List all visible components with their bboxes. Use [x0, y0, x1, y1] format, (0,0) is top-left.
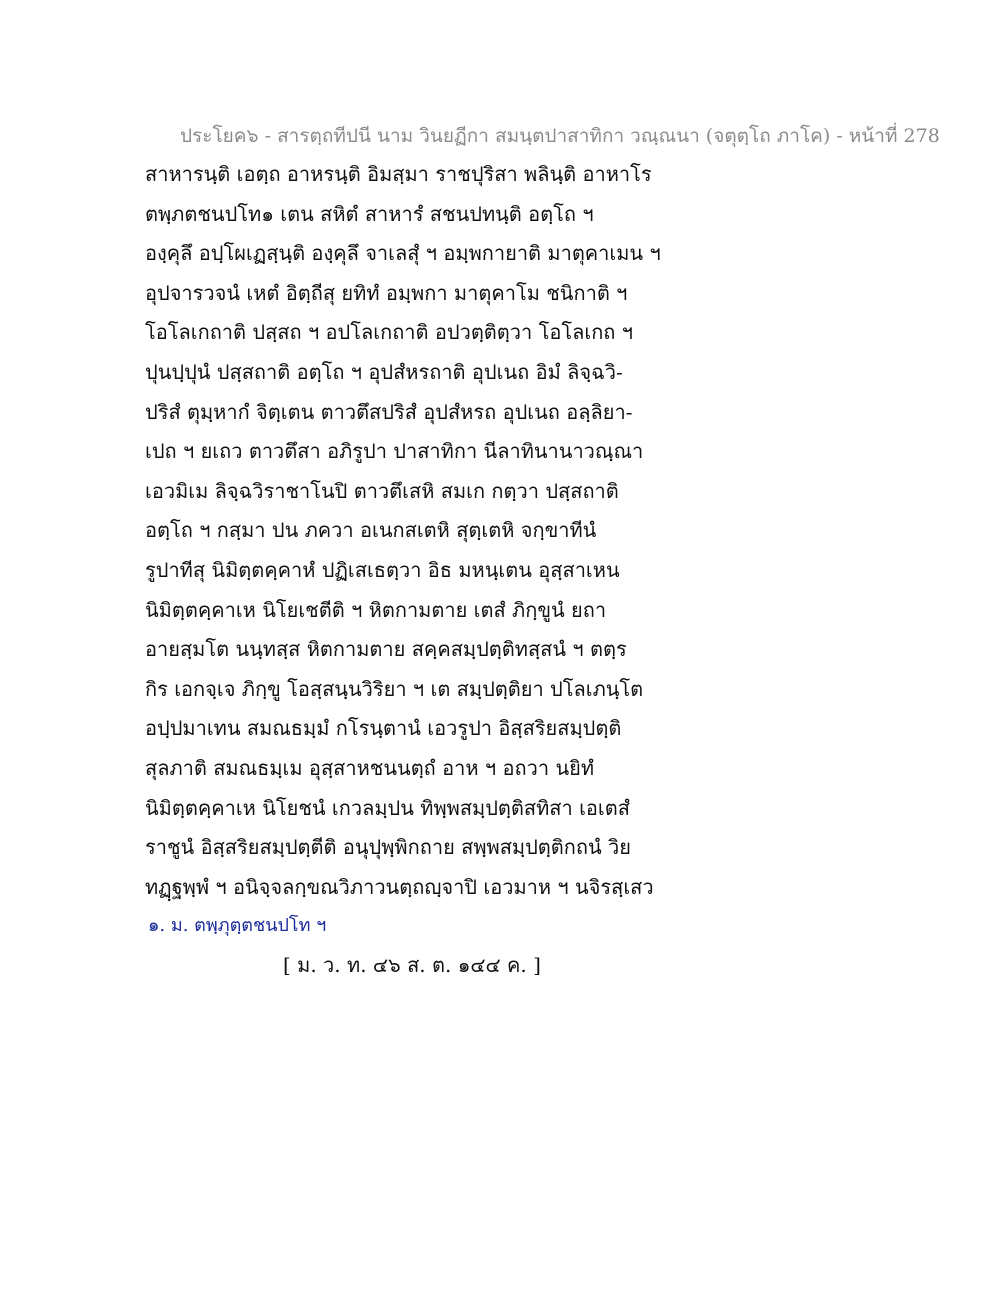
body-line: นิมิตฺตคฺคาเห นิโยเชตีติ ฯ หิตกามตาย เตสํ ภิกฺขูนํ ยถา [145, 597, 607, 622]
body-line: รูปาทีสุ นิมิตฺตคฺคาหํ ปฏิเสเธตฺวา อิธ มหนฺเตน อุสฺสาเหน [145, 557, 620, 582]
body-line: สุลภาติ สมณธมฺเม อุสฺสาหชนนตฺถํ อาห ฯ อถวา นยิทํ [145, 755, 595, 780]
body-line: เปถ ฯ ยเถว ตาวตึสา อภิรูปา ปาสาทิกา นีลาทินานาวณฺณา [145, 439, 644, 464]
body-line: กิร เอกจฺเจ ภิกฺขู โอสฺสนฺนวิริยา ฯ เต สมฺปตฺติยา ปโลเภนฺโต [145, 676, 644, 701]
body-line: นิมิตฺตคฺคาเห นิโยชนํ เกวลมฺปน ทิพฺพสมฺปตฺติสทิสา เอเตสํ [145, 795, 630, 820]
body-line: อปฺปมาเทน สมณธมฺมํ กโรนฺตานํ เอวรูปา อิสฺสริยสมฺปตฺติ [145, 716, 622, 741]
body-line: อายสฺมโต นนฺทสฺส หิตกามตาย สคฺคสมฺปตฺติทสฺสนํ ฯ ตตฺร [145, 637, 627, 662]
body-line: เอวมิเม ลิจฺฉวิราชาโนปิ ตาวตึเสหิ สมเก กตฺวา ปสฺสถาติ [145, 478, 619, 503]
body-line: โอโลเกถาติ ปสฺสถ ฯ อปโลเกถาติ อปวตฺติตฺวา โอโลเกถ ฯ [145, 320, 633, 345]
body-text [145, 155, 665, 907]
body-line: ตพฺภตชนปโท๑ เตน สหิตํ สาหารํ สชนปทนฺติ อตฺโถ ฯ [145, 201, 594, 226]
body-line: อตฺโถ ฯ กสฺมา ปน ภควา อเนกสเตหิ สุตฺเตหิ จกฺขาทีนํ [145, 518, 597, 543]
footnote: ๑. ม. ตพฺภุตฺตชนปโท ฯ [148, 915, 327, 936]
page-reference: [ ม. ว. ท. ๔๖ ส. ต. ๑๔๔ ค. ] [283, 953, 541, 977]
body-line: ปุนปฺปุนํ ปสฺสถาติ อตฺโถ ฯ อุปสํหรถาติ อุปเนถ อิมํ ลิจฺฉวิ- [145, 359, 623, 384]
body-line: สาหารนฺติ เอตฺถ อาหรนฺติ อิมสฺมา ราชปุริสา พลินฺติ อาหาโร [145, 162, 652, 186]
body-line: ทฏฺฐพฺพํ ฯ อนิจฺจลกฺขณวิภาวนตฺถญฺจาปิ เอวมาห ฯ นจิรสฺเสว [145, 874, 654, 899]
body-line: ปริสํ ตุมฺหากํ จิตฺเตน ตาวตึสปริสํ อุปสํหรถ อุปเนถ อลฺลิยา- [145, 399, 633, 424]
body-line: อุปจารวจนํ เหตํ อิตฺถีสุ ยทิทํ อมฺพกา มาตุคาโม ชนิกาติ ฯ [145, 280, 628, 305]
running-header: ประโยค๖ - สารตฺถทีปนี นาม วินยฏีกา สมนฺตปาสาทิกา วณฺณนา (จตุตฺโถ ภาโค) - หน้าที่ 278 [180, 125, 940, 147]
body-line: องฺคุลึ อปฺโผเฏสฺนฺติ องฺคุลึ จาเลสุํ ฯ อมฺพกายาติ มาตุคาเมน ฯ [145, 241, 661, 266]
body-line: ราชูนํ อิสฺสริยสมฺปตฺตีติ อนุปุพฺพิกถาย สพฺพสมฺปตฺติกถนํ วิย [145, 835, 631, 860]
